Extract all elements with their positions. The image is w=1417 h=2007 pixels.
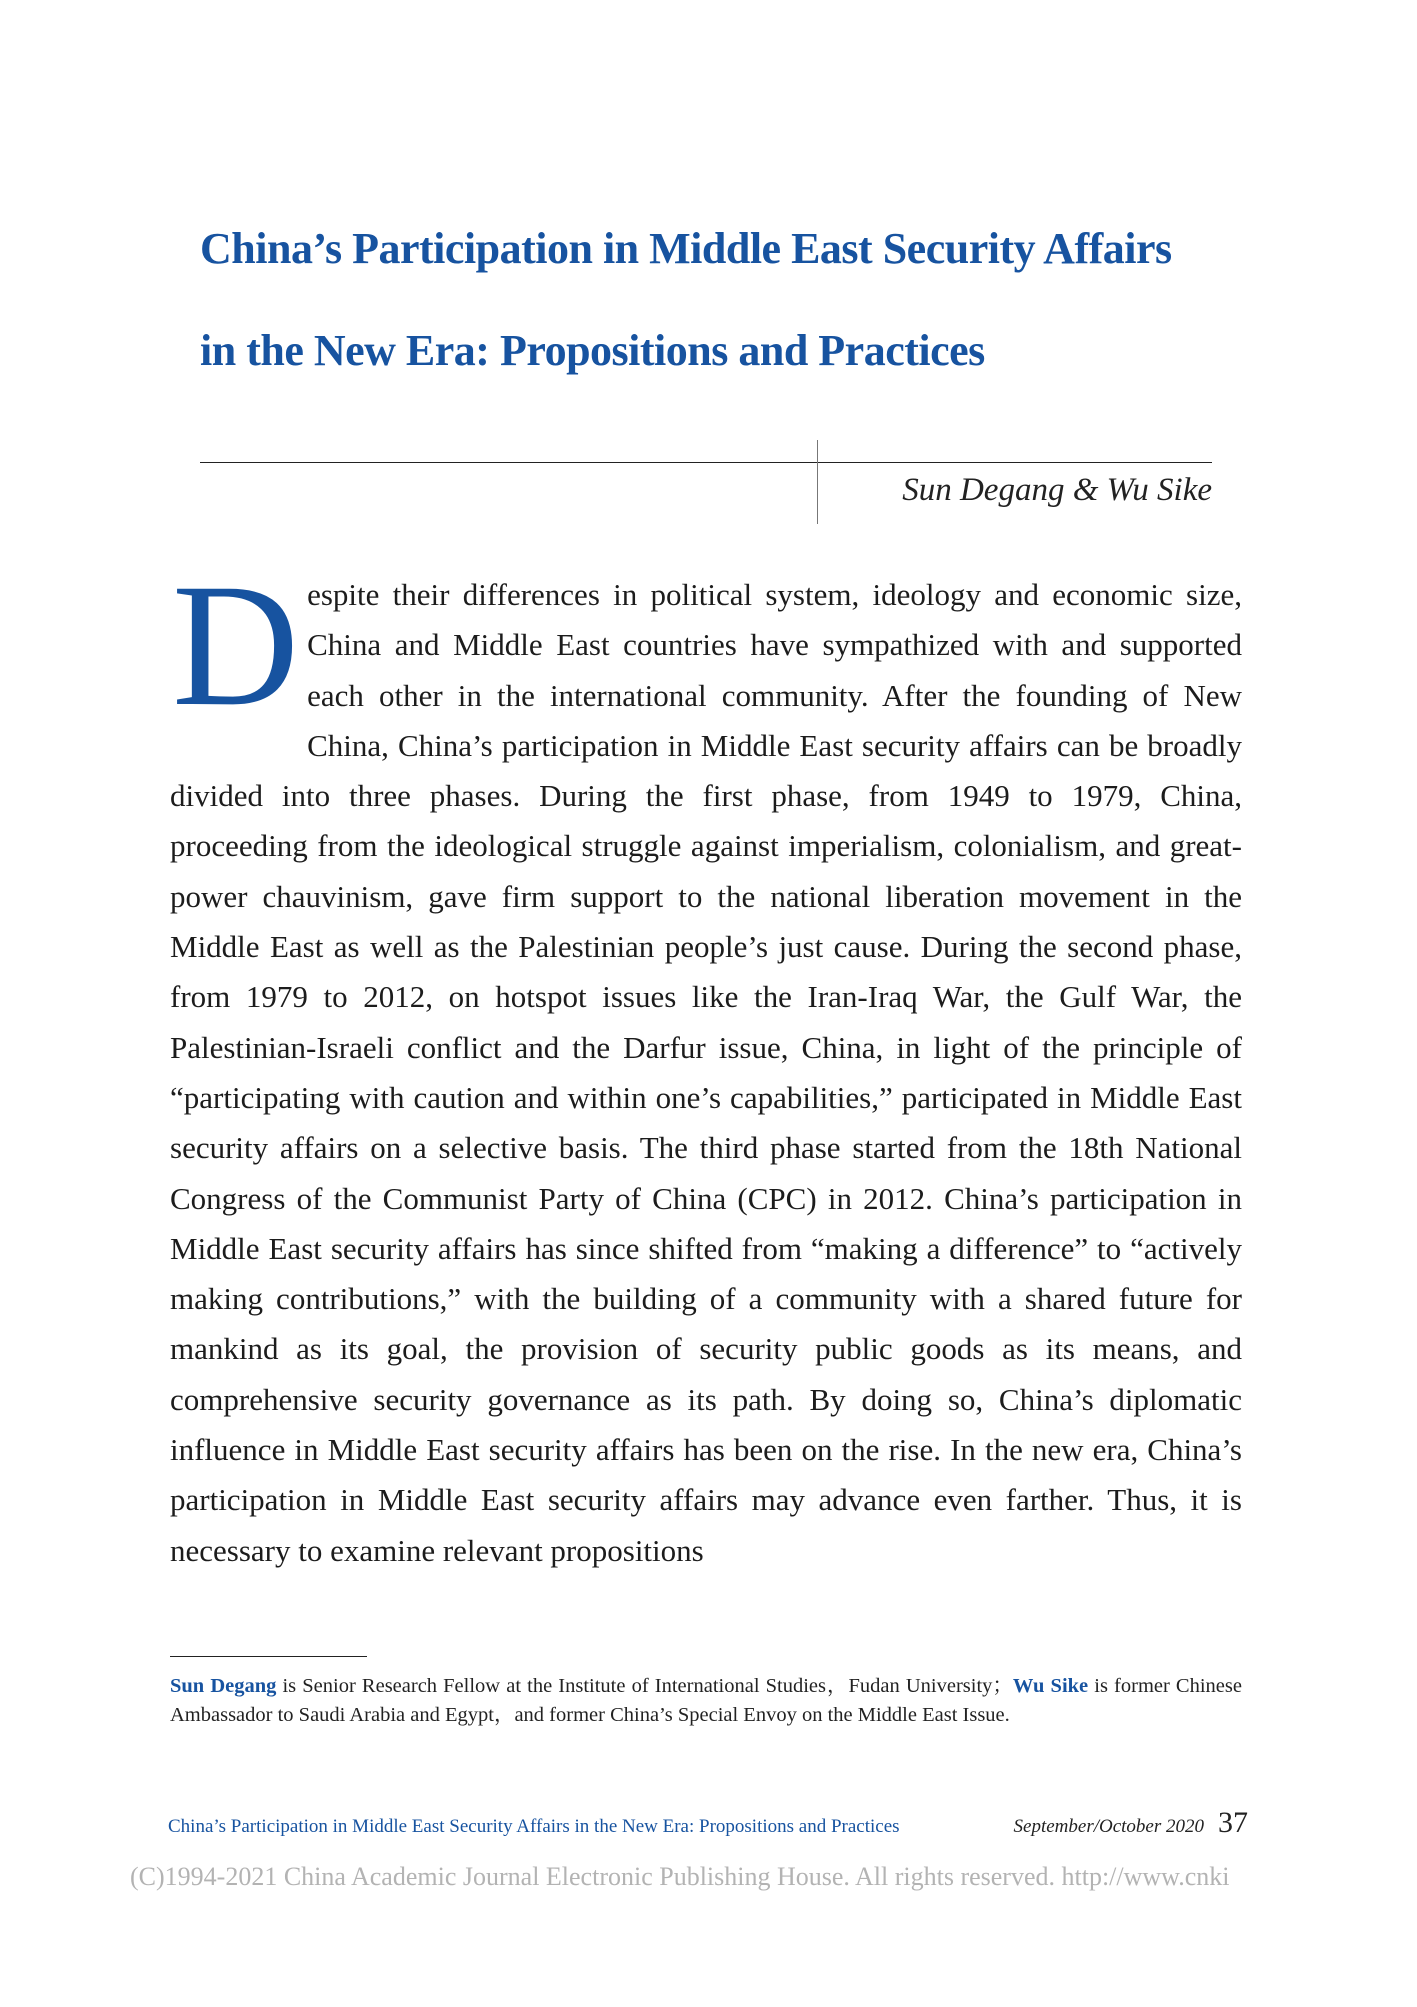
body-paragraph: espite their differences in political system, ideology and economic size, China and Middle East countries have sympathized with and supported each other in the international community. After the founding of New China, China’s participation in Middle East security affairs can be broadly divided into three phases. During the first phase, from 1949 to 1979, China, proceeding from the ideological struggle against imperialism, colonialism, and great-power chauvinism, gave firm support to the national liberation movement in the Middle East as well as the Palestinian people’s just cause. During the second phase, from 1979 to 2012, on hotspot issues like the Iran-Iraq War, the Gulf War, the Palestinian-Israeli conflict and the Darfur issue, China, in light of the principle of “participating with caution and within one’s capabilities,” participated in Middle East security affairs on a selective basis. The third phase started from the 18th National Congress of the Communist Party of China (CPC) in 2012. China’s participation in Middle East security affairs has since shifted from “making a difference” to “actively making contributions,” with the building of a community with a shared future for mankind as its goal, the provision of security public goods as its means, and comprehensive security governance as its path. By doing so, China’s diplomatic influence in Middle East security affairs has been on the rise. In the new era, China’s participation in Middle East security affairs may advance even farther. Thus, it is necessary to examine relevant propositions bbox=[170, 577, 1242, 1568]
page-footer bbox=[168, 1806, 1248, 1840]
footnote-author-1: Sun Degang bbox=[170, 1675, 277, 1697]
article-body bbox=[170, 548, 1242, 1576]
author-byline: Sun Degang & Wu Sike bbox=[902, 472, 1212, 508]
footnote-text-2: is former Chinese Ambassador to Saudi Arabia and Egypt，and former China’s Special Envoy on the Middle East Issue. bbox=[170, 1675, 1242, 1726]
footnote-text-1: is Senior Research Fellow at the Institute of International Studies，Fudan University； bbox=[276, 1675, 1013, 1697]
running-title: China’s Participation in Middle East Security Affairs in the New Era: Propositions and Practices bbox=[168, 1816, 900, 1837]
footnote-rule bbox=[170, 1656, 367, 1657]
header-rule bbox=[200, 462, 1212, 463]
title-line-1: China’s Participation in Middle East Security Affairs bbox=[200, 224, 1172, 273]
header-divider bbox=[817, 440, 818, 524]
drop-cap: D bbox=[172, 548, 300, 743]
article-title bbox=[200, 198, 1240, 402]
issue-date: September/October 2020 bbox=[1013, 1816, 1204, 1837]
footnote-author-2: Wu Sike bbox=[1012, 1675, 1089, 1697]
copyright-watermark: (C)1994-2021 China Academic Journal Electronic Publishing House. All rights reserved. http://www.cnki bbox=[130, 1862, 1230, 1891]
title-line-2: in the New Era: Propositions and Practices bbox=[200, 326, 985, 375]
issue-and-page bbox=[1014, 1806, 1248, 1840]
page-number: 37 bbox=[1218, 1806, 1248, 1839]
author-footnote bbox=[170, 1672, 1242, 1730]
